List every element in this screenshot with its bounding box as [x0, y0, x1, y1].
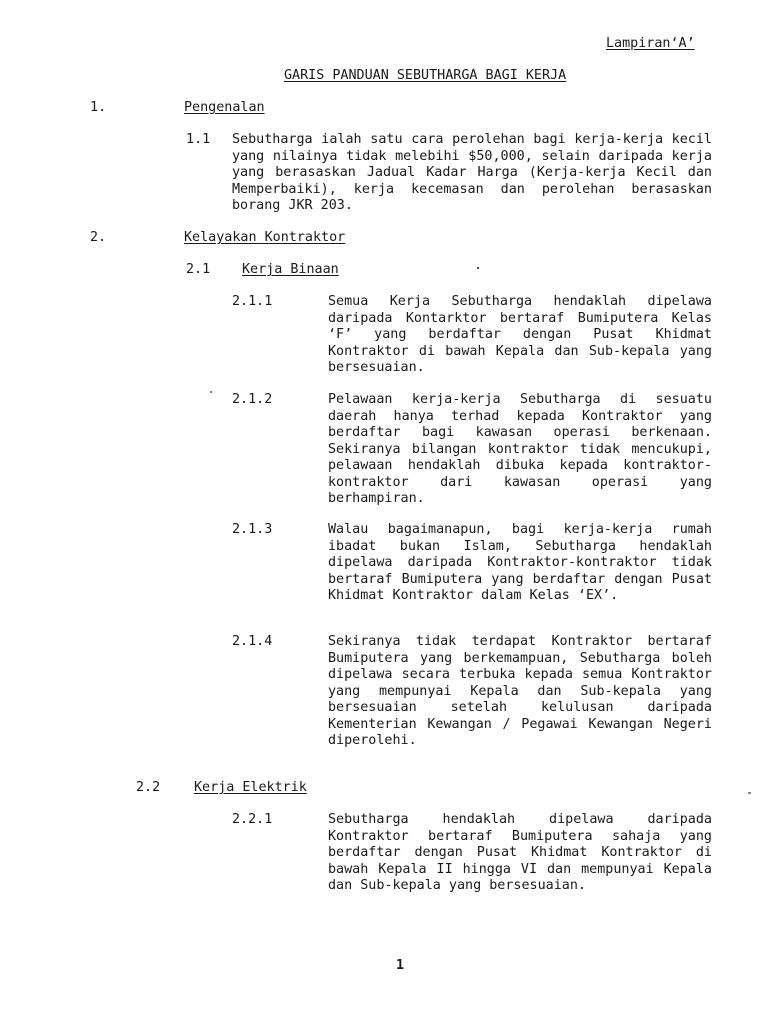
section-2-number: 2.	[90, 230, 107, 245]
item-2-1-3-number: 2.1.3	[232, 522, 273, 537]
annex-label: Lampiran‘A’	[606, 36, 695, 51]
document-title: GARIS PANDUAN SEBUTHARGA BAGI KERJA	[284, 68, 567, 83]
scan-speck	[477, 267, 479, 269]
item-1-1-text: Sebutharga ialah satu cara perolehan bagi kerja-kerja kecil yang nilainya tidak melebihi $50,000, selain daripada kerja yang berasaskan Jadual Kadar Harga (Kerja-kerja Kecil dan Memperbaiki), kerja kecemasan dan perolehan berasaskan borang JKR 203.	[232, 132, 712, 213]
item-1-1-number: 1.1	[186, 132, 211, 147]
item-2-1-4-text: Sekiranya tidak terdapat Kontraktor bertaraf Bumiputera yang berkemampuan, Sebutharga boleh dipelawa secara terbuka kepada semua Kontraktor yang mempunyai Kepala dan Sub-kepala yang bersesuaian setelah kelulusan daripada Kementerian Kewangan / Pegawai Kewangan Negeri diperolehi.	[328, 634, 712, 748]
scan-speck	[210, 391, 212, 393]
item-2-1-4-number: 2.1.4	[232, 634, 273, 649]
subsection-2-2-number: 2.2	[136, 780, 161, 795]
subsection-2-2-heading: Kerja Elektrik	[194, 780, 307, 795]
item-2-1-3-text: Walau bagaimanapun, bagi kerja-kerja rumah ibadat bukan Islam, Sebutharga hendaklah dipelawa daripada Kontraktor-kontraktor tidak bertaraf Bumiputera yang berdaftar dengan Pusat Khidmat Kontraktor dalam Kelas ‘EX’.	[328, 522, 712, 603]
page-number: 1	[396, 958, 405, 973]
section-2-heading: Kelayakan Kontraktor	[184, 230, 346, 245]
section-1-heading: Pengenalan	[184, 100, 265, 115]
item-2-1-1-text: Semua Kerja Sebutharga hendaklah dipelawa daripada Kontarktor bertaraf Bumiputera Kelas ‘F’ yang berdaftar dengan Pusat Khidmat Kontraktor di bawah Kepala dan Sub-kepala yang bersesuaian.	[328, 294, 712, 375]
item-2-1-2-number: 2.1.2	[232, 392, 273, 407]
item-2-2-1-number: 2.2.1	[232, 812, 273, 827]
section-1-number: 1.	[90, 100, 107, 115]
item-2-1-2-text: Pelawaan kerja-kerja Sebutharga di sesuatu daerah hanya terhad kepada Kontraktor yang berdaftar bagi kawasan operasi berkenaan. Sekiranya bilangan kontraktor tidak mencukupi, pelawaan hendaklah dibuka kepada kontraktor-kontraktor dari kawasan operasi yang berhampiran.	[328, 392, 712, 506]
item-2-1-1-number: 2.1.1	[232, 294, 273, 309]
subsection-2-1-heading: Kerja Binaan	[242, 262, 339, 277]
scan-speck	[748, 792, 751, 794]
subsection-2-1-number: 2.1	[186, 262, 211, 277]
item-2-2-1-text: Sebutharga hendaklah dipelawa daripada Kontraktor bertaraf Bumiputera sahaja yang berdaftar dengan Pusat Khidmat Kontraktor di bawah Kepala II hingga VI dan mempunyai Kepala dan Sub-kepala yang bersesuaian.	[328, 812, 712, 893]
